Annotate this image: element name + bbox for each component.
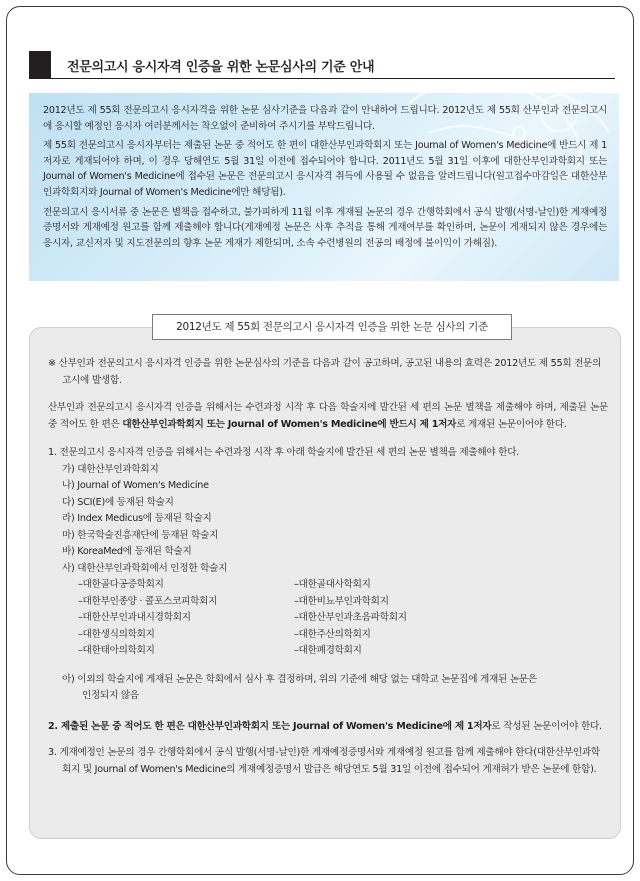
- item-2-bold: 2. 제출된 논문 중 적어도 한 편은 대한산부인과학회지 또는 Journal of Women's Medicine에 제 1저자: [48, 720, 492, 732]
- title-block-marker: [29, 51, 51, 78]
- item-2: [48, 719, 608, 736]
- journal-item: –대한태아의학회지: [78, 645, 155, 656]
- sub-item-a: [48, 672, 608, 705]
- journal-item: –대한산부인과초음파학회지: [294, 612, 407, 623]
- criteria-paragraph-part-b: 로 게재된 논문이어야 한다.: [456, 418, 567, 430]
- journal-item: –대한부인종양 · 콜포스코피학회지: [78, 595, 218, 607]
- journal-item: –대한산부인과내시경학회지: [78, 612, 191, 623]
- intro-paragraph-3: 전문의고시 응시서류 중 논문은 별책을 접수하고, 불가피하게 11월 이후 게재될 논문의 경우 간행학회에서 공식 발행(서명-날인)한 게재예정증명서와 게재예정 원고를 함께 제출해야 합니다(게재예정 논문은 사후 추적을 통해 게재여부를 확인하며, 논문이 게재되지 않은 경우에는 응시자, 교신저자 및 지도전문의의 향후 논문 게재가 제한되며, 소속 수련병원의 전공의 배정에 불이익이 가해짐).: [43, 206, 607, 249]
- journal-item: –대한생식의학회지: [78, 628, 155, 640]
- page-title: 전문의고시 응시자격 인증을 위한 논문심사의 기준 안내: [67, 60, 375, 75]
- criteria-paragraph: [48, 400, 608, 433]
- criteria-box: [29, 321, 621, 839]
- sub-item-a-line-2: 인정되지 않음: [82, 690, 139, 701]
- criteria-title: 2012년도 제 55회 전문의고시 응시자격 인증을 위한 논문 심사의 기준: [152, 314, 512, 340]
- sub-item-sa: 사) 대한산부인과학회에서 인정한 학술지: [62, 562, 228, 574]
- journal-item: –대한주산의학회지: [294, 628, 371, 640]
- journal-item: –대한폐경학회지: [294, 645, 362, 656]
- item-2-rest: 로 작성된 논문이어야 한다.: [491, 720, 602, 732]
- sub-item-da: 다) SCI(E)에 등재된 학술지: [62, 496, 174, 508]
- page-frame: [6, 6, 634, 875]
- sub-item-ma: 마) 한국학술진흥재단에 등재된 학술지: [62, 529, 219, 541]
- journal-item: –대한비뇨부인과학회지: [294, 595, 389, 607]
- sub-item-na: 나) Journal of Women's Medicine: [62, 480, 209, 491]
- sub-item-ba: 바) KoreaMed에 등재된 학술지: [62, 546, 192, 557]
- sub-item-ga: 가) 대한산부인과학회지: [62, 463, 159, 475]
- sub-item-ra: 라) Index Medicus에 등재된 학술지: [62, 513, 212, 524]
- title-bar: [29, 51, 615, 79]
- intro-paragraph-1: 2012년도 제 55회 전문의고시 응시자격을 위한 논문 심사기준을 다음과 같이 안내하여 드립니다. 2012년도 제 55회 산부인과 전문의고시에 응시할 예정인 응시자 여러분께서는 착오없이 준비하여 주시기를 부탁드립니다.: [43, 105, 607, 132]
- criteria-paragraph-bold: 대한산부인과학회지 또는 Journal of Women's Medicine에 반드시 제 1저자: [122, 418, 457, 430]
- journal-item: –대한골대사학회지: [294, 579, 371, 590]
- criteria-paragraph-part-a: 산부인과 전문의고시 응시자격 인증을 위해서는 수련과정 시작 후 다음 학술지에 발간된 세 편의 논문 별책을 제출해야 하며, 제출된 논문 중 적어도 한 편은: [48, 402, 608, 430]
- notice-text: ※ 산부인과 전문의고시 응시자격 인증을 위한 논문심사의 기준을 다음과 같이 공고하며, 공고된 내용의 효력은 2012년도 제 55회 전문의고시에 발생함.: [48, 358, 602, 386]
- journal-item: –대한골다공증학회지: [78, 579, 164, 590]
- item-1: 1. 전문의고시 응시자격 인증을 위해서는 수련과정 시작 후 아래 학술지에 발간된 세 편의 논문 별책을 제출해야 한다.: [48, 447, 520, 458]
- item-3: 3. 게재예정인 논문의 경우 간행학회에서 공식 발행(서명-날인)한 게재예정증명서와 게재예정 원고를 함께 제출해야 한다(대한산부인과학회지 및 Journal of Women's Medicine의 게재예정증명서 발급은 해당연도 5월 31일 이전에 접수되어 게재허가 받은 논문에 한함).: [48, 747, 600, 775]
- journal-list: [48, 577, 608, 660]
- intro-box: [29, 93, 619, 281]
- sub-item-a-line-1: 아) 이외의 학술지에 게재된 논문은 학회에서 심사 후 결정하며, 위의 기준에 해당 없는 대학교 논문집에 게재된 논문은: [62, 673, 537, 685]
- intro-paragraph-2: 제 55회 전문의고시 응시자부터는 제출된 논문 중 적어도 한 편이 대한산부인과학회지 또는 Journal of Women's Medicine에 반드시 제 1저자로 게재되어야 하며, 이 경우 당해연도 5월 31일 이전에 접수되어야 합니다. 2011년도 5월 31일 이후에 대한산부인과학회지 또는 Journal of Women's Medicine에 접수된 논문은 전문의고시 응시자격 취득에 사용될 수 없음을 알려드립니다(원고접수마감일은 대한산부인과학회지와 Journal of Women's Medicine에만 해당됨).: [43, 140, 607, 198]
